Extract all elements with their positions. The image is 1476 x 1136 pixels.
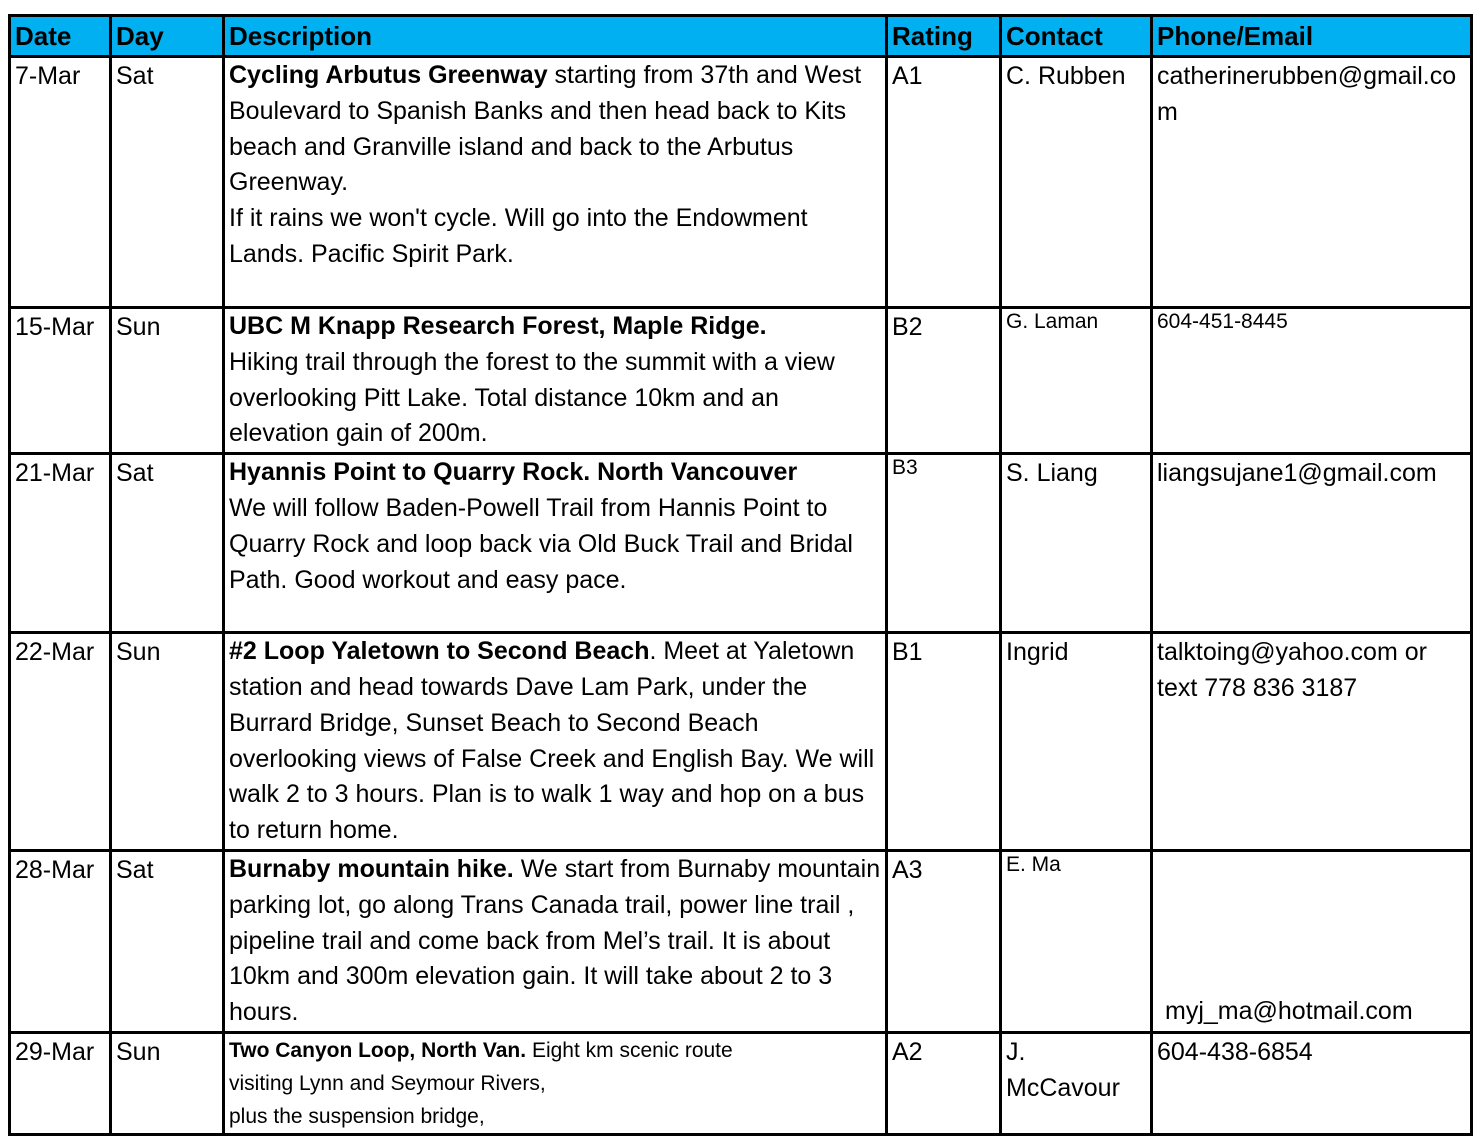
contact-cell: J. McCavour bbox=[1001, 1032, 1152, 1134]
description-cell bbox=[224, 1032, 887, 1134]
day-cell: Sat bbox=[111, 57, 224, 308]
event-text-3: plus the suspension bridge, bbox=[229, 1104, 485, 1128]
event-title: UBC M Knapp Research Forest, Maple Ridge. bbox=[229, 312, 767, 340]
phone-email-cell: 604-451-8445 bbox=[1152, 308, 1472, 454]
event-text: Hiking trail through the forest to the summit with a view overlooking Pitt Lake. Total distance 10km and an elevation gain of 200m. bbox=[229, 347, 835, 448]
phone-email-cell: liangsujane1@gmail.com bbox=[1152, 454, 1472, 633]
rating-cell: A2 bbox=[887, 1032, 1001, 1134]
date-cell: 21-Mar bbox=[10, 454, 111, 633]
date-cell: 22-Mar bbox=[10, 633, 111, 851]
contact-cell: C. Rubben bbox=[1001, 57, 1152, 308]
rating-cell: A1 bbox=[887, 57, 1001, 308]
description-cell bbox=[224, 308, 887, 454]
event-title: Two Canyon Loop, North Van. bbox=[229, 1038, 527, 1062]
table-row bbox=[10, 308, 1472, 454]
event-title: #2 Loop Yaletown to Second Beach bbox=[229, 637, 650, 666]
contact-cell: E. Ma bbox=[1001, 850, 1152, 1032]
event-text: We start from Burnaby mountain parking lot, go along Trans Canada trail, power line trail , pipeline trail and come back from Mel’s trail. It is about 10km and 300m elevation gain. It will take about 2 to 3 hours. bbox=[229, 854, 881, 1027]
header-contact: Contact bbox=[1001, 16, 1152, 57]
event-title: Hyannis Point to Quarry Rock. North Vancouver bbox=[229, 458, 798, 487]
header-row bbox=[10, 16, 1472, 57]
date-cell: 29-Mar bbox=[10, 1032, 111, 1134]
event-text: starting from 37th and West Boulevard to Spanish Banks and then head back to Kits beach and Granville island and back to the Arbutus Greenway. bbox=[229, 61, 862, 197]
table-row bbox=[10, 633, 1472, 851]
phone-email-cell: talktoing@yahoo.com or text 778 836 3187 bbox=[1152, 633, 1472, 851]
date-cell: 28-Mar bbox=[10, 850, 111, 1032]
description-cell bbox=[224, 850, 887, 1032]
table-row bbox=[10, 454, 1472, 633]
day-cell: Sat bbox=[111, 454, 224, 633]
rating-cell: B3 bbox=[887, 454, 1001, 633]
header-phone-email: Phone/Email bbox=[1152, 16, 1472, 57]
contact-cell: S. Liang bbox=[1001, 454, 1152, 633]
table-row bbox=[10, 1032, 1472, 1134]
event-text: We will follow Baden-Powell Trail from Hannis Point to Quarry Rock and loop back via Old Buck Trail and Bridal Path. Good workout and easy pace. bbox=[229, 493, 853, 594]
day-cell: Sat bbox=[111, 850, 224, 1032]
day-cell: Sun bbox=[111, 308, 224, 454]
contact-cell: G. Laman bbox=[1001, 308, 1152, 454]
rating-cell: B1 bbox=[887, 633, 1001, 851]
event-text: . Meet at Yaletown station and head towards Dave Lam Park, under the Burrard Bridge, Sunset Beach to Second Beach overlooking views of False Creek and English Bay. We will walk 2 to 3 hours. Plan is to walk 1 way and hop on a bus to return home. bbox=[229, 637, 875, 845]
table-row bbox=[10, 850, 1472, 1032]
day-cell: Sun bbox=[111, 1032, 224, 1134]
event-text: Eight km scenic route bbox=[526, 1038, 733, 1062]
event-text-2: If it rains we won't cycle. Will go into the Endowment Lands. Pacific Spirit Park. bbox=[229, 204, 808, 268]
contact-cell: Ingrid bbox=[1001, 633, 1152, 851]
day-cell: Sun bbox=[111, 633, 224, 851]
schedule-table bbox=[8, 14, 1473, 1136]
phone-email-cell: 604-438-6854 bbox=[1152, 1032, 1472, 1134]
event-title: Burnaby mountain hike. bbox=[229, 854, 514, 883]
email-text: myj_ma@hotmail.com bbox=[1165, 996, 1413, 1025]
event-text-2: visiting Lynn and Seymour Rivers, bbox=[229, 1071, 546, 1095]
header-rating: Rating bbox=[887, 16, 1001, 57]
phone-email-cell: catherinerubben@gmail.com bbox=[1152, 57, 1472, 308]
rating-cell: B2 bbox=[887, 308, 1001, 454]
description-cell bbox=[224, 57, 887, 308]
table-row bbox=[10, 57, 1472, 308]
date-cell: 15-Mar bbox=[10, 308, 111, 454]
header-day: Day bbox=[111, 16, 224, 57]
header-description: Description bbox=[224, 16, 887, 57]
description-cell bbox=[224, 454, 887, 633]
phone-email-cell bbox=[1152, 850, 1472, 1032]
description-cell bbox=[224, 633, 887, 851]
date-cell: 7-Mar bbox=[10, 57, 111, 308]
rating-cell: A3 bbox=[887, 850, 1001, 1032]
header-date: Date bbox=[10, 16, 111, 57]
event-title: Cycling Arbutus Greenway bbox=[229, 61, 548, 89]
